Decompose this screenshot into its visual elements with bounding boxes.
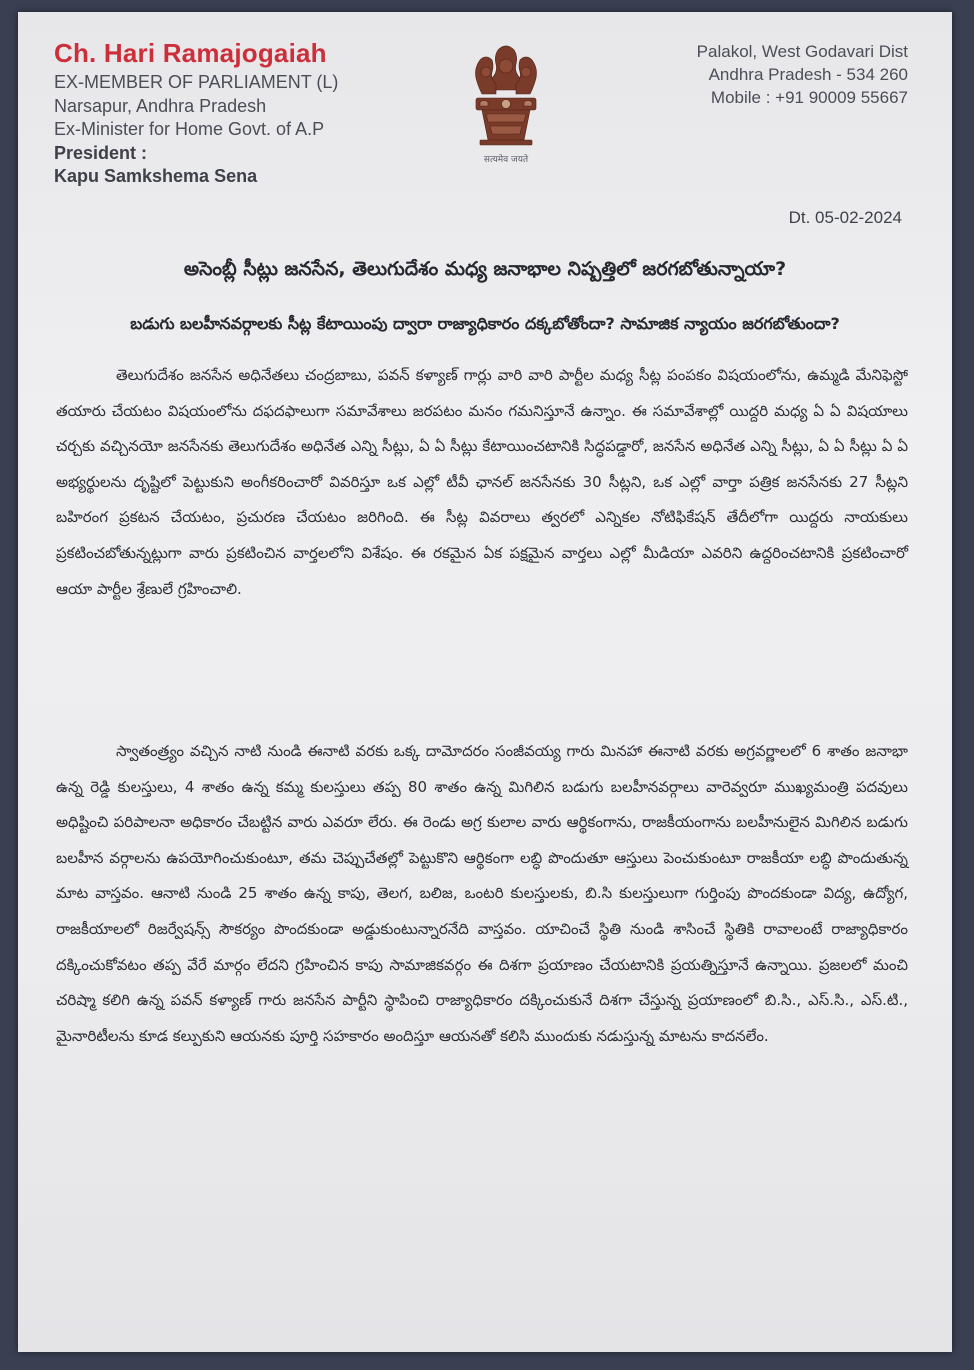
role-label: President : (54, 142, 148, 163)
sender-name: Ch. Hari Ramajogaiah (54, 38, 327, 68)
letter-sheet (18, 12, 952, 1352)
designation-line-1: EX-MEMBER OF PARLIAMENT (L) (54, 72, 339, 92)
letterhead-left (54, 38, 414, 189)
paragraph-2: స్వాతంత్ర్యం వచ్చిన నాటి నుండి ఈనాటి వరకు ఒక్క దామోదరం సంజీవయ్య గారు మినహా ఈనాటి వరకు అగ్రవర్ణాలలో 6 శాతం జనాభా ఉన్న రెడ్డి కులస్తులు, 4 శాతం ఉన్న కమ్మ కులస్తులు తప్ప 80 శాతం ఉన్న మిగిలిన బడుగు బలహీనవర్గాలు వారెవ్వరూ ముఖ్యమంత్రి పదవులు అధిష్టించి పరిపాలనా అధికారం చేబట్టిన వారు ఎవరూ లేరు. ఈ రెండు అగ్ర కులాల వారు ఆర్థికంగాను, రాజకీయంగాను బలహీనులైన మిగిలిన బడుగు బలహీన వర్గాలను ఉపయోగించుకుంటూ, తమ చెప్పుచేతల్లో పెట్టుకొని ఆర్థికంగా లబ్ధి పొందుతూ ఆస్తులు పెంచుకుంటూ రాజకీయా లబ్ధి పొందుతున్న మాట వాస్తవం. ఆనాటి నుండి 25 శాతం ఉన్న కాపు, తెలగ, బలిజ, ఒంటరి కులస్తులకు, బి.సి కులస్తులుగా గుర్తింపు పొందకుండా విద్య, ఉద్యోగ, రాజకీయాలలో రిజర్వేషన్స్ సౌకర్యం పొందకుండా అడ్డుకుంటున్నారనేది వాస్తవం. యాచించే స్థితి నుండి శాసించే స్థితికి రావాలంటే రాజ్యాధికారం దక్కించుకోవటం తప్ప వేరే మార్గం లేదని గ్రహించిన కాపు సామాజికవర్గం ఈ దిశగా ప్రయాణం చేయటానికి ప్రయత్నిస్తూనే ఉన్నాయి. ప్రజలలో మంచి చరిష్మా కలిగి ఉన్న పవన్ కళ్యాణ్ గారు జనసేన పార్టీని స్థాపించి రాజ్యాధికారం దక్కించుకునే దిశగా చేస్తున్న ప్రయాణంలో బి.సి., ఎస్.సి., ఎస్.టి., మైనారిటీలను కూడ కల్పుకుని ఆయనకు పూర్తి సహకారం అందిస్తూ ఆయనతో కలిసి ముందుకు నడుస్తున్న మాటను కాదనలేం. (56, 742, 909, 1045)
letter-date: Dt. 05-02-2024 (788, 208, 902, 227)
designation-line-3: Ex-Minister for Home Govt. of A.P (54, 119, 325, 139)
headline: అసెంబ్లీ సీట్లు జనసేన, తెలుగుదేశం మధ్య జనాభాల నిష్పత్తిలో జరగబోతున్నాయా? (183, 258, 787, 280)
mobile-line: Mobile : +91 90009 55667 (710, 88, 908, 107)
subheadline: బడుగు బలహీనవర్గాలకు సీట్ల కేటాయింపు ద్వారా రాజ్యాధికారం దక్కబోతోందా? సామాజిక న్యాయం జరగబోతుందా? (130, 314, 840, 333)
emblem-motto: सत्यमेव जयते (483, 155, 529, 165)
letterhead-right (697, 40, 908, 109)
address-line-2: Andhra Pradesh - 534 260 (708, 65, 908, 84)
paragraph-1: తెలుగుదేశం జనసేన అధినేతలు చంద్రబాబు, పవన్ కళ్యాణ్ గార్లు వారి వారి పార్టీల మధ్య సీట్ల పంపకం విషయంలోను, ఉమ్మడి మేనిఫెస్టో తయారు చేయటం విషయంలోను దఫదఫాలుగా సమావేశాలు జరపటం మనం గమనిస్తూనే ఉన్నాం. ఈ సమావేశాల్లో యిద్దరి మధ్య ఏ ఏ విషయాలు చర్చకు వచ్చినయో జనసేనకు తెలుగుదేశం అధినేత ఎన్ని సీట్లు, ఏ ఏ సీట్లు కేటాయించటానికి సిద్ధపడ్డారో, జనసేన అధినేత ఎన్ని సీట్లు, ఏ ఏ సీట్లు ఏ ఏ అభ్యర్థులను దృష్టిలో పెట్టుకుని అంగీకరించారో వివరిస్తూ ఒక ఎల్లో టీవీ ఛానల్ జనసేనకు 30 సీట్లని, ఒక ఎల్లో వార్తా పత్రిక జనసేనకు 27 సీట్లని బహిరంగ ప్రకటన చేయటం, ప్రచురణ చేయటం జరిగింది. ఈ సీట్ల వివరాలు త్వరలో ఎన్నికల నోటిఫికేషన్ తేదీలోగా యిద్దరు నాయకులు ప్రకటించబోతున్నట్లుగా వారు ప్రకటించిన వార్తలలోని విశేషం. ఈ రకమైన ఏక పక్షమైన వార్తలు ఎల్లో మీడియా ఎవరిని ఉద్దరించటానికి ప్రకటించారో ఆయా పార్టీల శ్రేణులే గ్రహించాలి. (56, 366, 908, 598)
address-line-1: Palakol, West Godavari Dist (696, 42, 908, 61)
organisation-name: Kapu Samkshema Sena (54, 166, 258, 186)
designation-line-2: Narsapur, Andhra Pradesh (54, 95, 267, 116)
state-emblem-icon (468, 42, 544, 166)
